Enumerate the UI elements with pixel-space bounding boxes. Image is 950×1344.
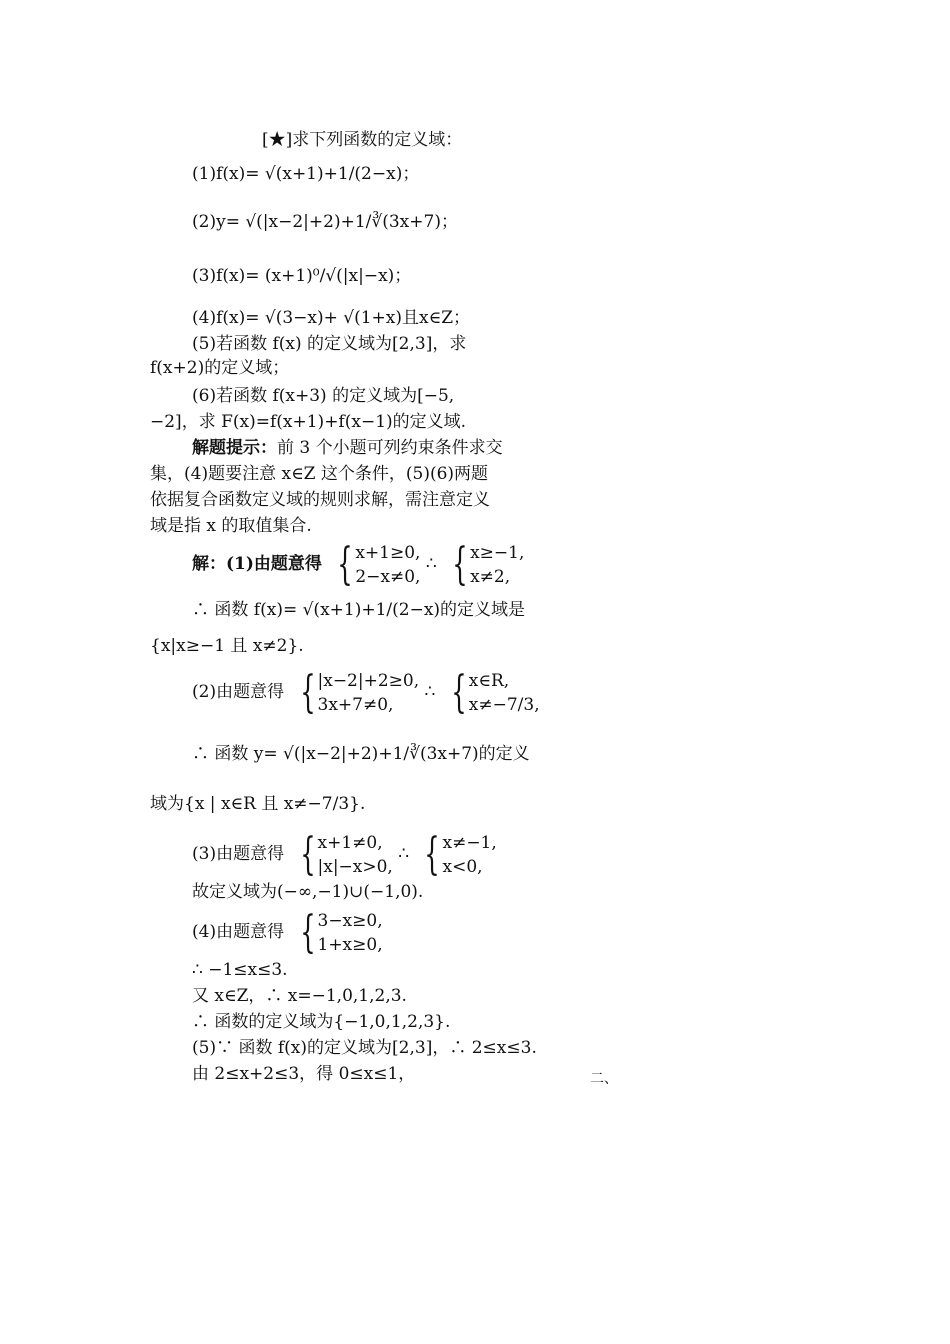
- solution-1-set: {x|x≥−1 且 x≠2}.: [150, 636, 304, 656]
- s3-cond-a: x+1≠0,: [317, 832, 383, 853]
- s3-cond-b: |x|−x>0,: [317, 856, 393, 877]
- s1-cond-a: x+1≥0,: [355, 542, 421, 563]
- problem-2-label: (2): [192, 212, 217, 232]
- hint-label: 解题提示：: [192, 438, 277, 458]
- solution-1-system: 解：(1)由题意得 { x+1≥0, 2−x≠0, ∴ { x≥−1, x≠2,: [192, 538, 525, 590]
- problem-3-label: (3): [192, 266, 217, 286]
- problem-3: [192, 264, 411, 288]
- solution-5-line-1: (5)∵ 函数 f(x)的定义域为[2,3]，∴ 2≤x≤3.: [192, 1038, 537, 1058]
- hint-text-1: 前 3 个小题可列约束条件求交: [277, 438, 503, 458]
- problem-6-line-2: −2]，求 F(x)=f(x+1)+f(x−1)的定义域.: [150, 412, 467, 432]
- s1-res-a: x≥−1,: [470, 542, 525, 563]
- s2-cond-a: |x−2|+2≥0,: [317, 670, 420, 691]
- problem-5-line-1: (5)若函数 f(x) 的定义域为[2,3]，求: [192, 334, 467, 354]
- problem-1: [192, 162, 419, 186]
- solution-4-line-1: ∴ −1≤x≤3.: [192, 960, 288, 980]
- s3-res-b: x<0,: [442, 856, 483, 877]
- s2-res-b: x≠−7/3,: [468, 694, 540, 715]
- hint-line-1: [192, 436, 503, 460]
- s1-cond-b: 2−x≠0,: [355, 566, 421, 587]
- solution-5-line-2: 由 2≤x+2≤3，得 0≤x≤1，: [192, 1064, 416, 1084]
- s2-cond-b: 3x+7≠0,: [317, 694, 394, 715]
- problem-2-body: y= √(|x−2|+2)+1/∛(3x+7)；: [216, 212, 458, 232]
- solution-4-line-3: ∴ 函数的定义域为{−1,0,1,2,3}.: [192, 1012, 451, 1032]
- s4-cond-a: 3−x≥0,: [317, 910, 383, 931]
- s3-res-a: x≠−1,: [442, 832, 497, 853]
- hint-line-2: 集，(4)题要注意 x∈Z 这个条件，(5)(6)两题: [150, 464, 489, 484]
- hint-line-3: 依据复合函数定义域的规则求解，需注意定义: [150, 490, 490, 510]
- problem-4: [192, 306, 470, 330]
- solution-3-conclusion: 故定义域为(−∞,−1)∪(−1,0).: [192, 882, 424, 902]
- solution-1-intro: 解：(1)由题意得: [192, 554, 322, 574]
- solution-3-result: { x≠−1, x<0,: [424, 828, 497, 880]
- solution-1-result: { x≥−1, x≠2,: [452, 538, 525, 590]
- problem-4-label: (4): [192, 308, 217, 328]
- problem-3-body: f(x)= (x+1)⁰/√(|x|−x)；: [216, 266, 412, 286]
- hint-line-4: 域是指 x 的取值集合.: [150, 516, 312, 536]
- problem-1-body: f(x)= √(x+1)+1/(2−x)；: [216, 164, 420, 184]
- solution-2-result: { x∈R, x≠−7/3,: [451, 666, 540, 718]
- solution-1-conclusion: ∴ 函数 f(x)= √(x+1)+1/(2−x)的定义域是: [192, 600, 526, 620]
- problem-1-label: (1): [192, 164, 217, 184]
- solution-4-system: [192, 908, 383, 957]
- solution-4-intro: (4)由题意得: [192, 922, 285, 942]
- solution-2-system: (2)由题意得 { |x−2|+2≥0, 3x+7≠0, ∴ { x∈R, x≠−7/3,: [192, 666, 540, 718]
- solution-3-system: (3)由题意得 { x+1≠0, |x|−x>0, ∴ { x≠−1, x<0,: [192, 828, 497, 880]
- s4-cond-b: 1+x≥0,: [317, 934, 383, 955]
- solution-3-intro: (3)由题意得: [192, 844, 285, 864]
- problem-2: [192, 210, 458, 234]
- solution-2-conclusion: ∴ 函数 y= √(|x−2|+2)+1/∛(3x+7)的定义: [192, 744, 530, 764]
- solution-2-conditions: { |x−2|+2≥0, 3x+7≠0,: [299, 666, 420, 718]
- solution-3-conditions: { x+1≠0, |x|−x>0,: [299, 828, 393, 880]
- s2-res-a: x∈R,: [468, 670, 510, 691]
- problem-4-body: f(x)= √(3−x)+ √(1+x)且x∈Z；: [216, 308, 471, 328]
- problem-6-line-1: (6)若函数 f(x+3) 的定义域为[−5,: [192, 386, 455, 406]
- solution-1-conditions: { x+1≥0, 2−x≠0,: [337, 538, 421, 590]
- section-marker: 二、: [590, 1071, 618, 1087]
- solution-2-intro: (2)由题意得: [192, 682, 285, 702]
- solution-2-set: 域为{x | x∈R 且 x≠−7/3}.: [150, 794, 366, 814]
- solution-4-line-2: 又 x∈Z，∴ x=−1,0,1,2,3.: [192, 986, 407, 1006]
- exercise-title: [★]求下列函数的定义域：: [262, 130, 463, 150]
- solution-4-conditions: { 3−x≥0, 1+x≥0,: [299, 906, 383, 958]
- s1-res-b: x≠2,: [470, 566, 511, 587]
- problem-5-line-2: f(x+2)的定义域；: [150, 358, 290, 378]
